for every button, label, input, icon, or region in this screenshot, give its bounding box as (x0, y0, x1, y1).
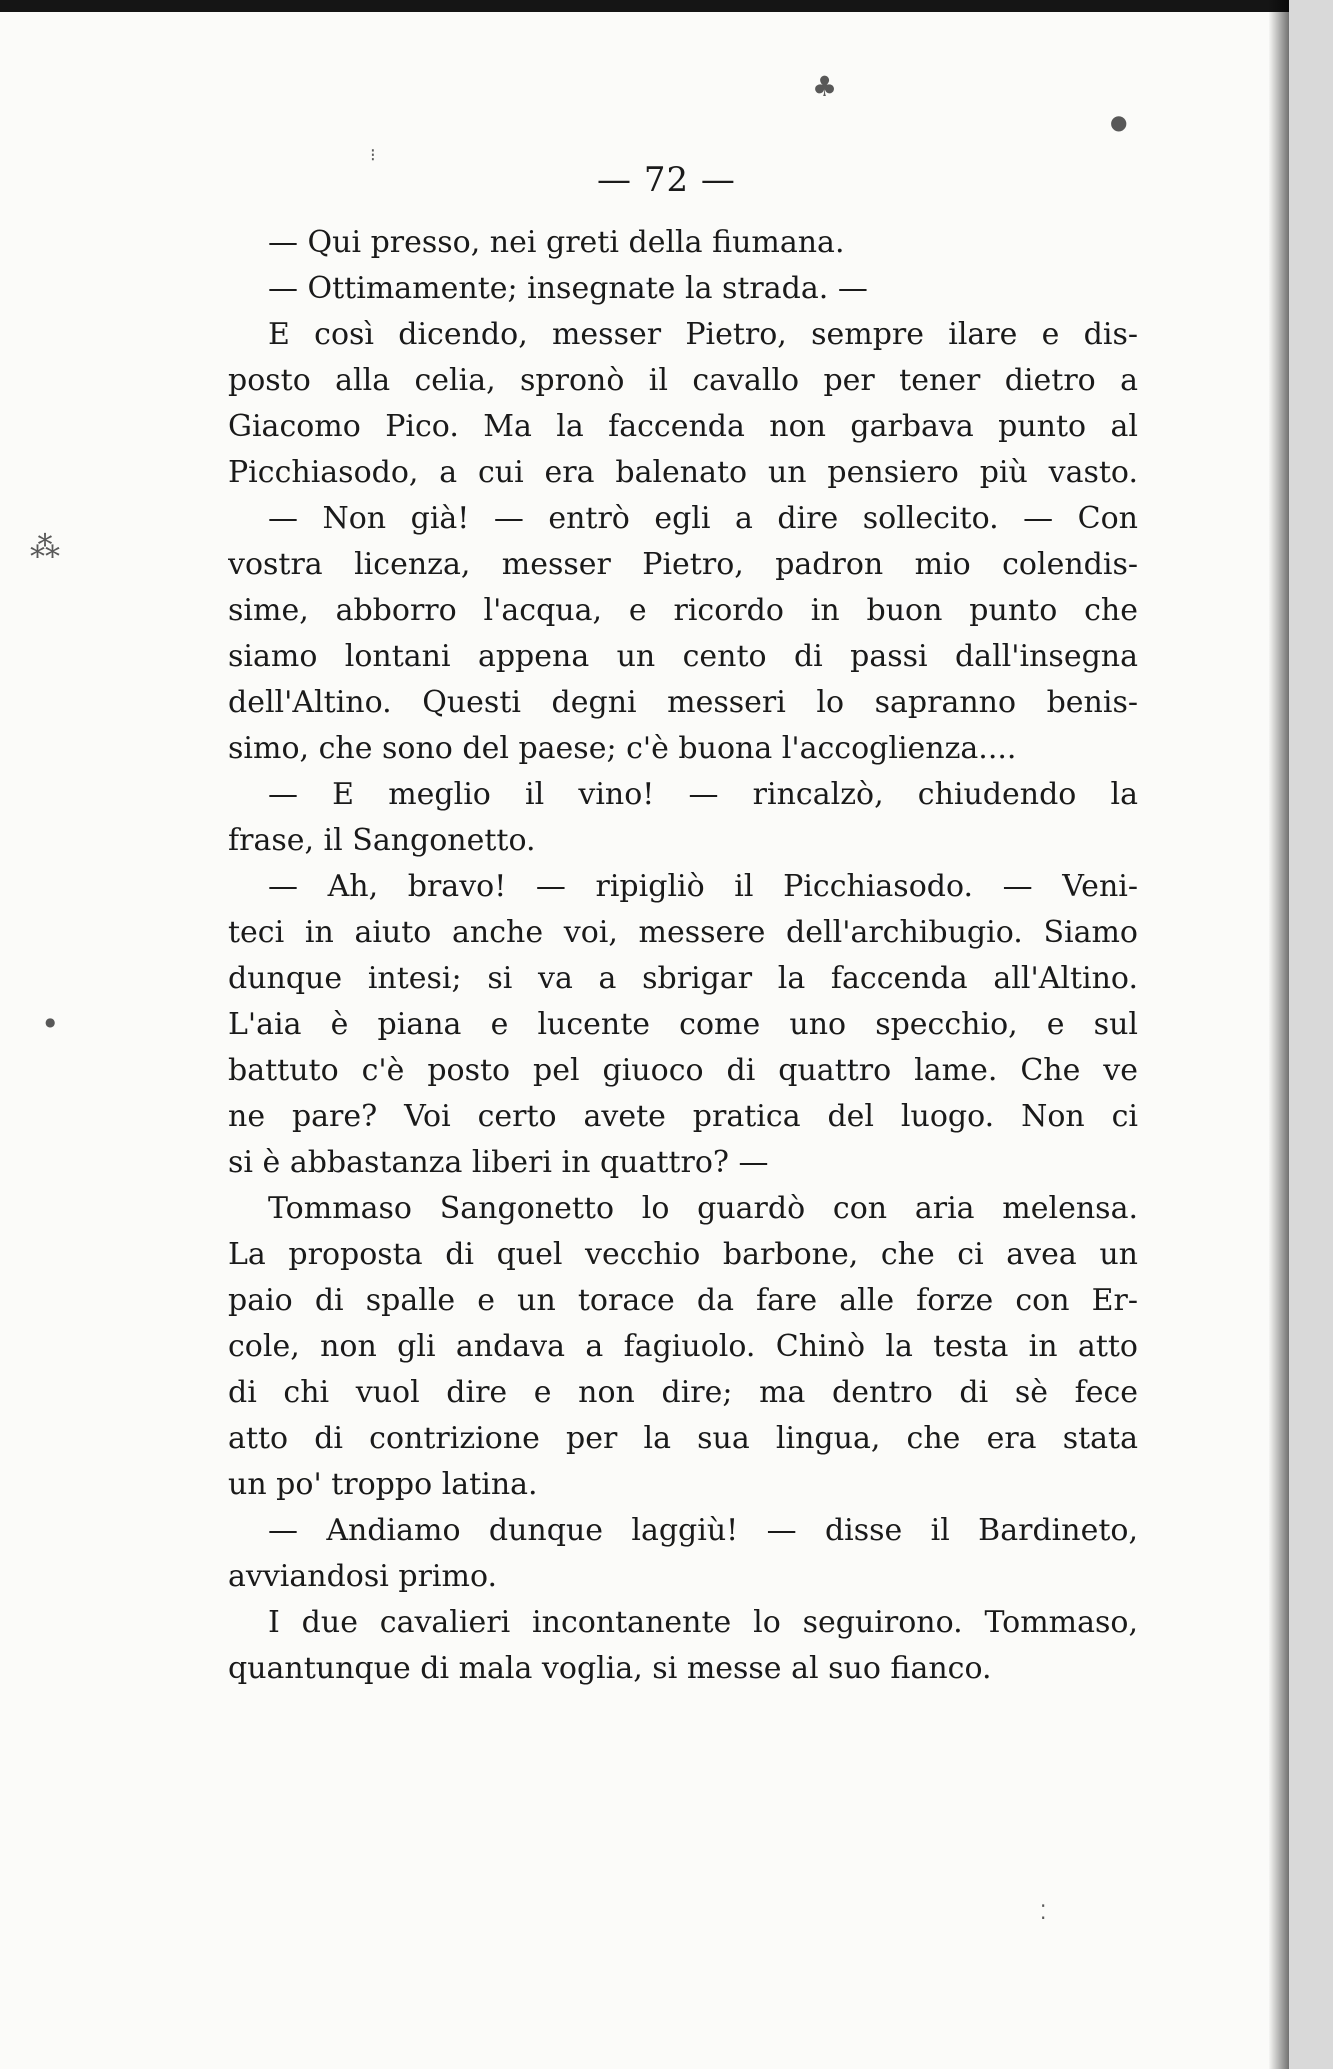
text-line (228, 680, 1138, 726)
text-line-content: un po' troppo latina. (228, 1467, 538, 1502)
text-line-content: quantunque di mala voglia, si messe al suo fianco. (228, 1651, 992, 1686)
scan-speck-3: ⁝ (370, 145, 376, 166)
text-line (228, 312, 1138, 358)
text-line (228, 910, 1138, 956)
text-line-content: posto alla celia, spronò il cavallo per tener dietro a (228, 363, 1138, 398)
text-line-content: — Ottimamente; insegnate la strada. — (268, 271, 868, 306)
right-page-edge (1289, 0, 1333, 2069)
text-line (228, 1324, 1138, 1370)
scan-speck-5: ● (45, 1015, 56, 1029)
right-binding-shadow (1269, 0, 1289, 2069)
text-line-content: sime, abborro l'acqua, e ricordo in buon punto che (228, 593, 1138, 628)
text-line (228, 450, 1138, 496)
text-line-content: — Non già! — entrò egli a dire sollecito. — Con (268, 501, 1138, 536)
text-line-content: I due cavalieri incontanente lo seguirono. Tommaso, (268, 1605, 1138, 1640)
text-line (228, 358, 1138, 404)
scan-speck-4: ⁂ (30, 530, 60, 565)
text-line-content: L'aia è piana e lucente come uno specchio, e sul (228, 1007, 1138, 1042)
text-line-content: siamo lontani appena un cento di passi dall'insegna (228, 639, 1138, 674)
scan-speck-2: ● (1110, 110, 1128, 134)
text-line-content: si è abbastanza liberi in quattro? — (228, 1145, 769, 1180)
text-line-content: Giacomo Pico. Ma la faccenda non garbava punto al (228, 409, 1138, 444)
text-line-content: simo, che sono del paese; c'è buona l'accoglienza.... (228, 731, 1017, 766)
text-line (228, 1186, 1138, 1232)
page-number: — 72 — (597, 160, 736, 200)
text-line (228, 1508, 1138, 1554)
text-line (228, 266, 1138, 312)
scan-speck-1: ♣ (812, 70, 838, 103)
text-line-content: — Qui presso, nei greti della fiumana. (268, 225, 845, 260)
text-line (228, 1646, 1138, 1692)
text-line (228, 1600, 1138, 1646)
text-line (228, 1416, 1138, 1462)
text-line (228, 1048, 1138, 1094)
body-text (228, 220, 1138, 1692)
top-page-edge (0, 0, 1333, 12)
text-line-content: Picchiasodo, a cui era balenato un pensiero più vasto. (228, 455, 1138, 490)
text-line (228, 1002, 1138, 1048)
text-line (228, 404, 1138, 450)
text-line-content: dunque intesi; si va a sbrigar la faccenda all'Altino. (228, 961, 1138, 996)
text-line-content: frase, il Sangonetto. (228, 823, 536, 858)
text-line-content: — Andiamo dunque laggiù! — disse il Bardineto, (268, 1513, 1138, 1548)
text-line-content: di chi vuol dire e non dire; ma dentro di sè fece (228, 1375, 1138, 1410)
text-line-content: teci in aiuto anche voi, messere dell'archibugio. Siamo (228, 915, 1138, 950)
text-line (228, 1462, 1138, 1508)
text-line (228, 1554, 1138, 1600)
scan-speck-6: ⁚ (1040, 1900, 1047, 1924)
text-line-content: — Ah, bravo! — ripigliò il Picchiasodo. — Veni- (268, 869, 1138, 904)
text-line (228, 496, 1138, 542)
text-line (228, 1140, 1138, 1186)
text-line (228, 1278, 1138, 1324)
text-line-content: ne pare? Voi certo avete pratica del luogo. Non ci (228, 1099, 1138, 1134)
text-line-content: cole, non gli andava a fagiuolo. Chinò la testa in atto (228, 1329, 1138, 1364)
text-line (228, 220, 1138, 266)
text-line (228, 1232, 1138, 1278)
text-line-content: La proposta di quel vecchio barbone, che ci avea un (228, 1237, 1138, 1272)
text-line (228, 1094, 1138, 1140)
text-line (228, 542, 1138, 588)
text-line-content: vostra licenza, messer Pietro, padron mio colendis- (228, 547, 1138, 582)
text-line (228, 772, 1138, 818)
text-line-content: Tommaso Sangonetto lo guardò con aria melensa. (268, 1191, 1138, 1226)
text-line (228, 956, 1138, 1002)
text-line-content: avviandosi primo. (228, 1559, 498, 1594)
text-line-content: paio di spalle e un torace da fare alle forze con Er- (228, 1283, 1138, 1318)
text-line-content: battuto c'è posto pel giuoco di quattro lame. Che ve (228, 1053, 1138, 1088)
text-line (228, 864, 1138, 910)
text-line (228, 634, 1138, 680)
text-line-content: E così dicendo, messer Pietro, sempre ilare e dis- (268, 317, 1138, 352)
text-line-content: atto di contrizione per la sua lingua, che era stata (228, 1421, 1138, 1456)
text-line (228, 818, 1138, 864)
text-line (228, 588, 1138, 634)
text-line (228, 726, 1138, 772)
text-line-content: — E meglio il vino! — rincalzò, chiudendo la (268, 777, 1138, 812)
text-line-content: dell'Altino. Questi degni messeri lo sapranno benis- (228, 685, 1138, 720)
text-line (228, 1370, 1138, 1416)
